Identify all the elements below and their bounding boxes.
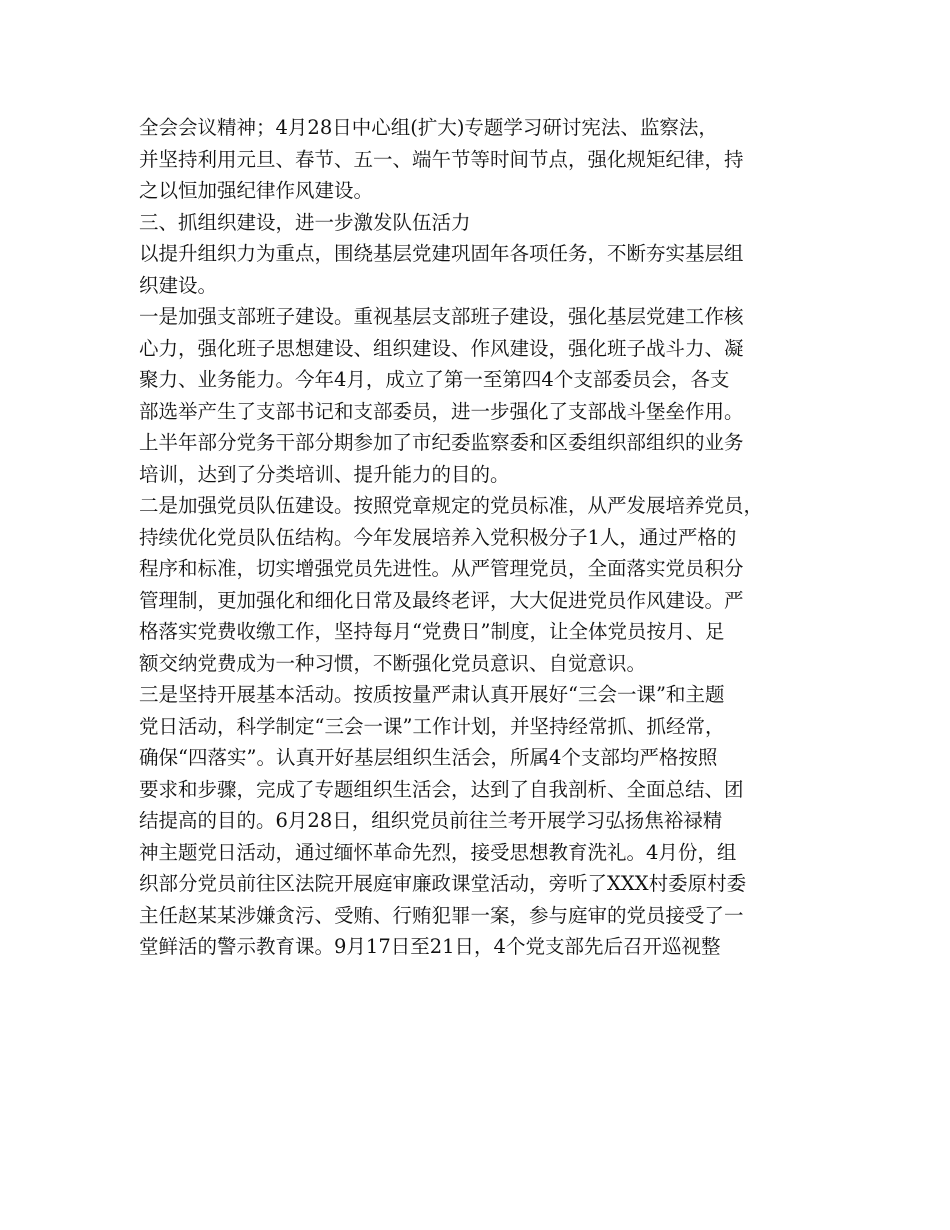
text-line: 部选举产生了支部书记和支部委员，进一步强化了支部战斗堡垒作用。 <box>139 399 744 423</box>
text-line: 格落实党费收缴工作，坚持每月“党费日”制度，让全体党员按月、足 <box>139 620 725 643</box>
text-line: 二是加强党员队伍建设。按照党章规定的党员标准，从严发展培养党员， <box>139 494 764 517</box>
text-line: 上半年部分党务干部分期参加了市纪委监察委和区委组织部组织的业务 <box>139 431 744 454</box>
text-line: 三是坚持开展基本活动。按质按量严肃认真开展好“三会一课”和主题 <box>139 683 725 706</box>
text-line: 管理制，更加强化和细化日常及最终老评，大大促进党员作风建设。严 <box>139 588 744 612</box>
text-line: 神主题党日活动，通过缅怀革命先烈，接受思想教育洗礼。4月份，组 <box>139 840 737 864</box>
text-line: 程序和标准，切实增强党员先进性。从严管理党员，全面落实党员积分 <box>139 557 744 580</box>
section-heading: 三、抓组织建设，进一步激发队伍活力 <box>139 210 471 234</box>
text-line: 一是加强支部班子建设。重视基层支部班子建设，强化基层党建工作核 <box>139 305 744 328</box>
text-line: 并坚持利用元旦、春节、五一、端午节等时间节点，强化规矩纪律，持 <box>139 147 744 171</box>
text-line: 织部分党员前往区法院开展庭审廉政课堂活动，旁听了XXX村委原村委 <box>139 872 747 895</box>
text-line: 堂鲜活的警示教育课。9月17日至21日，4个党支部先后召开巡视整 <box>139 935 721 958</box>
text-line: 以提升组织力为重点，围绕基层党建巩固年各项任务，不断夯实基层组 <box>139 242 744 265</box>
text-line: 额交纳党费成为一种习惯，不断强化党员意识、自觉意识。 <box>139 651 647 675</box>
text-line: 心力，强化班子思想建设、组织建设、作风建设，强化班子战斗力、凝 <box>139 336 744 360</box>
text-line: 持续优化党员队伍结构。今年发展培养入党积极分子1人，通过严格的 <box>139 525 737 549</box>
text-line: 主任赵某某涉嫌贪污、受贿、行贿犯罪一案，参与庭审的党员接受了一 <box>139 903 744 927</box>
text-line: 结提高的目的。6月28日，组织党员前往兰考开展学习弘扬焦裕禄精 <box>139 809 723 832</box>
text-line: 之以恒加强纪律作风建设。 <box>139 179 374 202</box>
text-line: 聚力、业务能力。今年4月，成立了第一至第四4个支部委员会，各支 <box>139 368 730 391</box>
text-line: 确保“四落实”。认真开好基层组织生活会，所属4个支部均严格按照 <box>139 746 718 769</box>
text-line: 织建设。 <box>139 273 218 297</box>
text-line: 党日活动，科学制定“三会一课”工作计划，并坚持经常抓、抓经常， <box>139 714 725 738</box>
document-body <box>139 112 839 963</box>
text-line: 要求和步骤，完成了专题组织生活会，达到了自我剖析、全面总结、团 <box>139 777 744 801</box>
text-line: 培训，达到了分类培训、提升能力的目的。 <box>139 462 510 486</box>
text-line: 全会会议精神；4月28日中心组(扩大)专题学习研讨宪法、监察法， <box>139 116 718 139</box>
